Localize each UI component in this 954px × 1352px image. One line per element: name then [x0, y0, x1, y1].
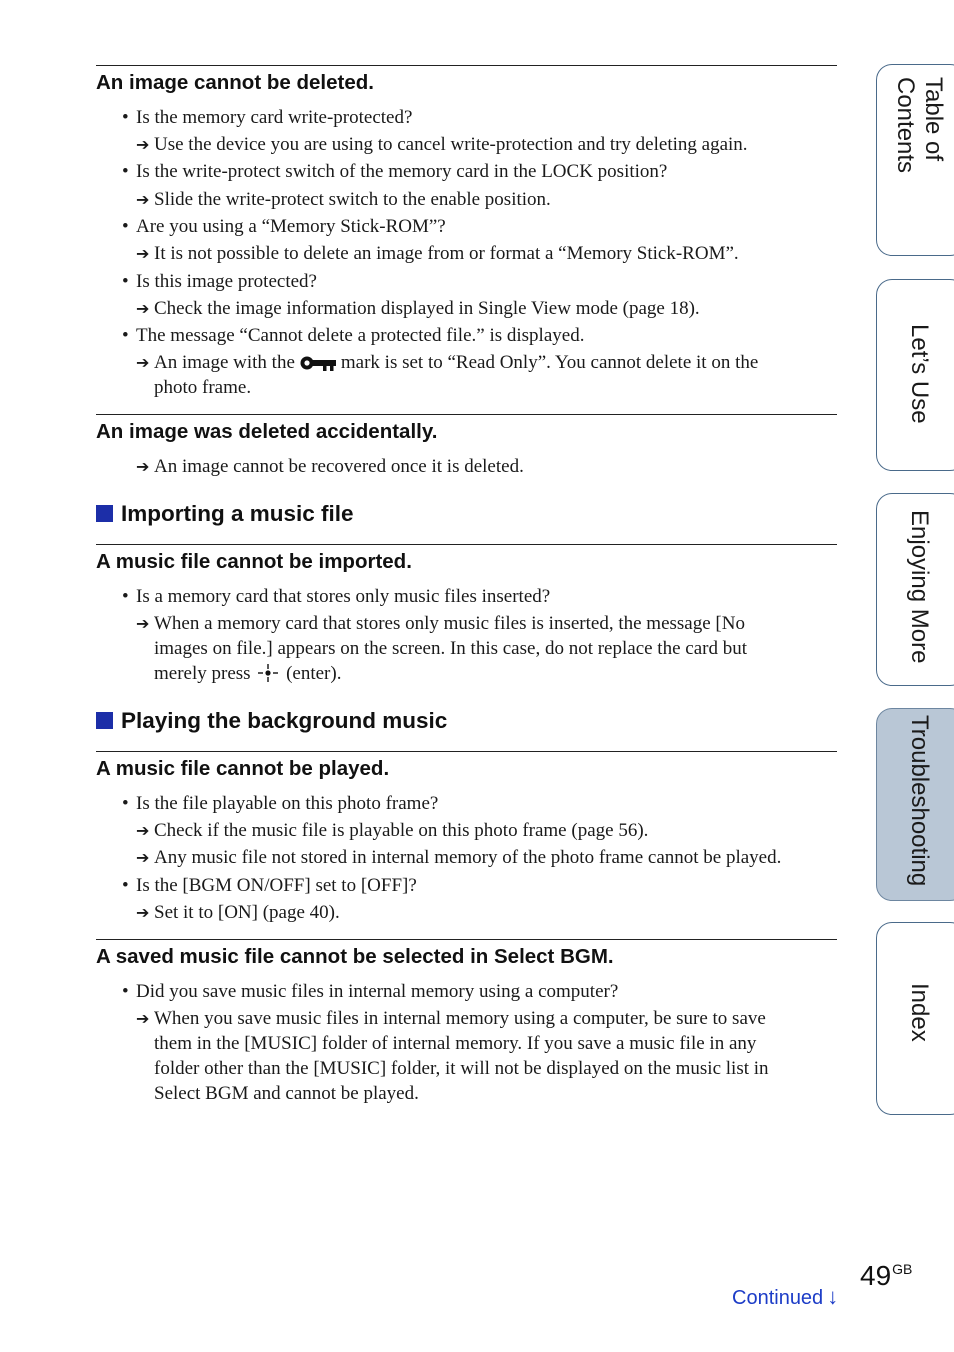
question-item: • The message “Cannot delete a protected file.” is displayed.: [122, 325, 585, 346]
bullet-icon: •: [122, 586, 129, 607]
issue-heading: A music file cannot be played.: [96, 757, 390, 780]
tab-label: Table of Contents: [892, 77, 947, 174]
answer-continuation: Select BGM and cannot be played.: [154, 1083, 419, 1104]
issue-heading: An image was deleted accidentally.: [96, 420, 438, 443]
protect-key-icon: [299, 354, 337, 379]
arrow-icon: ➔: [136, 903, 150, 922]
section-rule: [96, 65, 837, 66]
page-suffix: GB: [892, 1261, 913, 1277]
answer-item: ➔ Check the image information displayed in Single View mode (page 18).: [136, 298, 700, 319]
question-item: • Is this image protected?: [122, 271, 317, 292]
tab-label: Troubleshooting: [906, 715, 933, 887]
continued-link[interactable]: Continued ↓: [732, 1284, 839, 1309]
tab-lets-use[interactable]: [876, 279, 954, 471]
issue-heading: An image cannot be deleted.: [96, 71, 374, 94]
answer-continuation: folder other than the [MUSIC] folder, it will not be displayed on the music list in: [154, 1058, 769, 1079]
arrow-icon: ➔: [136, 353, 150, 372]
tab-index[interactable]: [876, 922, 954, 1115]
answer-item: ➔ When a memory card that stores only music files is inserted, the message [No: [136, 613, 745, 634]
tab-label: Let’s Use: [906, 324, 933, 424]
tab-label: Index: [906, 983, 933, 1042]
tab-enjoying-more[interactable]: [876, 493, 954, 686]
arrow-icon: ➔: [136, 135, 150, 154]
answer-item: ➔ Use the device you are using to cancel write-protection and try deleting again.: [136, 134, 748, 155]
section-title: Playing the background music: [96, 708, 447, 734]
bullet-icon: •: [122, 875, 129, 896]
square-bullet-icon: [96, 712, 113, 729]
bullet-icon: •: [122, 981, 129, 1002]
arrow-icon: ➔: [136, 299, 150, 318]
answer-item: ➔ An image cannot be recovered once it is deleted.: [136, 456, 524, 477]
bullet-icon: •: [122, 161, 129, 182]
tab-table-of-contents[interactable]: [876, 64, 954, 256]
question-item: • Is a memory card that stores only music files inserted?: [122, 586, 551, 607]
bullet-icon: •: [122, 793, 129, 814]
answer-item: ➔ Any music file not stored in internal memory of the photo frame cannot be played.: [136, 847, 782, 868]
issue-heading: A saved music file cannot be selected in Select BGM.: [96, 945, 614, 968]
arrow-icon: ➔: [136, 821, 150, 840]
answer-continuation: merely press (enter).: [154, 661, 341, 689]
question-item: • Is the [BGM ON/OFF] set to [OFF]?: [122, 875, 417, 896]
answer-item: ➔ Check if the music file is playable on this photo frame (page 56).: [136, 820, 649, 841]
bullet-icon: •: [122, 216, 129, 237]
section-title: Importing a music file: [96, 501, 354, 527]
question-item: • Is the file playable on this photo frame?: [122, 793, 439, 814]
page-number: $49^{GB}$: [860, 1260, 913, 1291]
bullet-icon: •: [122, 107, 129, 128]
answer-item: ➔ An image with the mark is set to “Read Only”. You cannot delete it on the: [136, 350, 758, 379]
arrow-icon: ➔: [136, 190, 150, 209]
answer-continuation: photo frame.: [154, 377, 252, 398]
answer-item: ➔ It is not possible to delete an image from or format a “Memory Stick-ROM”.: [136, 243, 739, 264]
answer-continuation: them in the [MUSIC] folder of internal memory. If you save a music file in any: [154, 1033, 757, 1054]
answer-item: ➔ Slide the write-protect switch to the enable position.: [136, 189, 551, 210]
arrow-icon: ➔: [136, 1009, 150, 1028]
question-item: • Did you save music files in internal memory using a computer?: [122, 981, 619, 1002]
answer-continuation: images on file.] appears on the screen. In this case, do not replace the card but: [154, 638, 747, 659]
arrow-icon: ➔: [136, 848, 150, 867]
question-item: • Are you using a “Memory Stick-ROM”?: [122, 216, 446, 237]
arrow-icon: ➔: [136, 614, 150, 633]
answer-item: ➔ When you save music files in internal memory using a computer, be sure to save: [136, 1008, 766, 1029]
tab-label: Enjoying More: [906, 510, 933, 664]
issue-heading: A music file cannot be imported.: [96, 550, 412, 573]
question-item: • Is the write-protect switch of the memory card in the LOCK position?: [122, 161, 668, 182]
bullet-icon: •: [122, 271, 129, 292]
section-rule: [96, 544, 837, 545]
answer-item: ➔ Set it to [ON] (page 40).: [136, 902, 340, 923]
question-item: • Is the memory card write-protected?: [122, 107, 413, 128]
tab-troubleshooting[interactable]: [876, 708, 954, 901]
enter-button-icon: [257, 664, 279, 689]
arrow-icon: ➔: [136, 457, 150, 476]
arrow-icon: ➔: [136, 244, 150, 263]
square-bullet-icon: [96, 505, 113, 522]
section-rule: [96, 751, 837, 752]
section-rule: [96, 939, 837, 940]
section-rule: [96, 414, 837, 415]
down-arrow-icon: ↓: [827, 1284, 839, 1309]
bullet-icon: •: [122, 325, 129, 346]
